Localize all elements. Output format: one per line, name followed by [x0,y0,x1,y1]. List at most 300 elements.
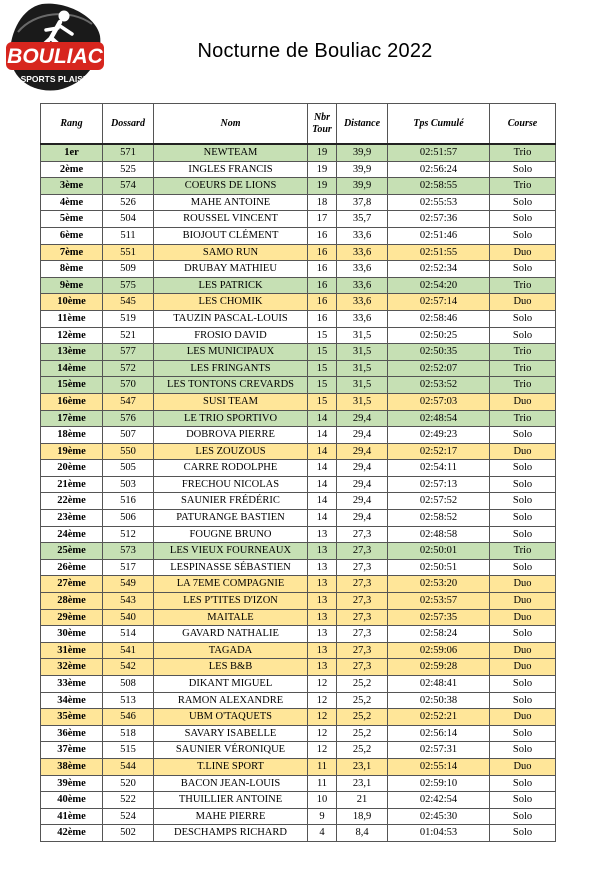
cell-rang: 10ème [41,294,103,311]
cell-rang: 28ème [41,593,103,610]
cell-temps: 02:51:57 [388,144,490,161]
cell-tours: 17 [308,211,337,228]
cell-temps: 02:50:25 [388,327,490,344]
table-row [41,277,556,294]
cell-temps: 02:50:38 [388,692,490,709]
table-row [41,692,556,709]
table-row [41,294,556,311]
table-row [41,593,556,610]
cell-tours: 12 [308,725,337,742]
cell-distance: 27,3 [337,626,388,643]
cell-dossard: 550 [103,443,154,460]
cell-distance: 31,5 [337,377,388,394]
cell-distance: 25,2 [337,676,388,693]
cell-tours: 4 [308,825,337,842]
cell-course: Duo [490,642,556,659]
cell-course: Solo [490,227,556,244]
cell-tours: 15 [308,360,337,377]
table-row [41,493,556,510]
cell-distance: 25,2 [337,709,388,726]
bouliac-logo [4,2,106,94]
cell-nom: SAUNIER FRÉDÉRIC [154,493,308,510]
cell-tours: 14 [308,460,337,477]
cell-course: Solo [490,161,556,178]
cell-course: Solo [490,676,556,693]
cell-course: Solo [490,211,556,228]
cell-course: Trio [490,377,556,394]
table-row [41,327,556,344]
cell-tours: 12 [308,692,337,709]
table-row [41,144,556,161]
cell-course: Solo [490,526,556,543]
cell-tours: 12 [308,709,337,726]
cell-rang: 5ème [41,211,103,228]
cell-tours: 15 [308,327,337,344]
cell-dossard: 508 [103,676,154,693]
cell-distance: 29,4 [337,460,388,477]
cell-rang: 42ème [41,825,103,842]
cell-tours: 19 [308,144,337,161]
cell-course: Trio [490,144,556,161]
cell-dossard: 546 [103,709,154,726]
cell-temps: 02:57:03 [388,393,490,410]
cell-course: Trio [490,410,556,427]
table-row [41,609,556,626]
cell-rang: 33ème [41,676,103,693]
cell-course: Solo [490,775,556,792]
cell-course: Duo [490,576,556,593]
cell-temps: 02:58:24 [388,626,490,643]
cell-rang: 20ème [41,460,103,477]
cell-distance: 27,3 [337,609,388,626]
cell-course: Solo [490,792,556,809]
cell-distance: 39,9 [337,178,388,195]
cell-rang: 24ème [41,526,103,543]
logo-subtitle-text: SPORTS PLAISIR [20,74,92,84]
cell-dossard: 549 [103,576,154,593]
cell-course: Solo [490,310,556,327]
cell-dossard: 509 [103,261,154,278]
cell-temps: 02:45:30 [388,808,490,825]
cell-rang: 17ème [41,410,103,427]
header-row [41,104,556,145]
cell-course: Duo [490,609,556,626]
cell-course: Duo [490,709,556,726]
header-rang: Rang [41,104,103,145]
cell-course: Duo [490,294,556,311]
cell-distance: 39,9 [337,144,388,161]
table-row [41,808,556,825]
cell-temps: 02:48:58 [388,526,490,543]
cell-temps: 02:48:54 [388,410,490,427]
cell-nom: MAHE ANTOINE [154,194,308,211]
cell-tours: 13 [308,593,337,610]
cell-dossard: 525 [103,161,154,178]
cell-dossard: 502 [103,825,154,842]
cell-temps: 02:59:28 [388,659,490,676]
cell-temps: 02:58:55 [388,178,490,195]
cell-nom: UBM O'TAQUETS [154,709,308,726]
cell-dossard: 542 [103,659,154,676]
cell-nom: FROSIO DAVID [154,327,308,344]
table-row [41,161,556,178]
cell-tours: 12 [308,676,337,693]
cell-dossard: 574 [103,178,154,195]
cell-tours: 16 [308,294,337,311]
cell-temps: 02:52:17 [388,443,490,460]
cell-distance: 29,4 [337,476,388,493]
cell-distance: 31,5 [337,393,388,410]
cell-nom: LA 7EME COMPAGNIE [154,576,308,593]
cell-nom: LES MUNICIPAUX [154,344,308,361]
cell-nom: LES P'TITES D'IZON [154,593,308,610]
cell-temps: 02:48:41 [388,676,490,693]
cell-distance: 33,6 [337,277,388,294]
cell-temps: 02:56:14 [388,725,490,742]
cell-rang: 6ème [41,227,103,244]
table-row [41,227,556,244]
table-row [41,659,556,676]
cell-nom: LES PATRICK [154,277,308,294]
cell-nom: LES ZOUZOUS [154,443,308,460]
table-row [41,211,556,228]
cell-tours: 16 [308,310,337,327]
cell-distance: 33,6 [337,227,388,244]
cell-temps: 02:55:14 [388,758,490,775]
cell-tours: 13 [308,559,337,576]
cell-distance: 29,4 [337,410,388,427]
header-course: Course [490,104,556,145]
cell-tours: 14 [308,493,337,510]
cell-nom: PATURANGE BASTIEN [154,510,308,527]
cell-course: Solo [490,476,556,493]
cell-dossard: 577 [103,344,154,361]
cell-rang: 11ème [41,310,103,327]
cell-rang: 35ème [41,709,103,726]
cell-nom: FOUGNE BRUNO [154,526,308,543]
cell-nom: SUSI TEAM [154,393,308,410]
cell-dossard: 504 [103,211,154,228]
cell-tours: 13 [308,626,337,643]
cell-tours: 15 [308,393,337,410]
cell-nom: DRUBAY MATHIEU [154,261,308,278]
page-title: Nocturne de Bouliac 2022 [197,40,433,62]
cell-distance: 25,2 [337,692,388,709]
cell-dossard: 545 [103,294,154,311]
cell-dossard: 571 [103,144,154,161]
cell-nom: SAMO RUN [154,244,308,261]
cell-rang: 31ème [41,642,103,659]
header-nbr-tour [308,104,337,145]
cell-rang: 38ème [41,758,103,775]
cell-nom: DIKANT MIGUEL [154,676,308,693]
cell-dossard: 505 [103,460,154,477]
cell-tours: 14 [308,510,337,527]
cell-rang: 4ème [41,194,103,211]
cell-course: Solo [490,742,556,759]
cell-rang: 25ème [41,543,103,560]
cell-course: Trio [490,277,556,294]
cell-tours: 16 [308,227,337,244]
cell-temps: 02:57:52 [388,493,490,510]
cell-temps: 02:50:51 [388,559,490,576]
cell-nom: COEURS DE LIONS [154,178,308,195]
cell-nom: THUILLIER ANTOINE [154,792,308,809]
cell-nom: LES FRINGANTS [154,360,308,377]
cell-tours: 14 [308,443,337,460]
cell-rang: 34ème [41,692,103,709]
cell-course: Solo [490,692,556,709]
cell-nom: LE TRIO SPORTIVO [154,410,308,427]
table-row [41,194,556,211]
cell-dossard: 572 [103,360,154,377]
cell-dossard: 544 [103,758,154,775]
table-row [41,758,556,775]
cell-tours: 14 [308,410,337,427]
cell-temps: 02:54:11 [388,460,490,477]
cell-tours: 15 [308,344,337,361]
cell-distance: 27,3 [337,543,388,560]
cell-rang: 40ème [41,792,103,809]
cell-course: Trio [490,344,556,361]
cell-rang: 3ème [41,178,103,195]
cell-rang: 7ème [41,244,103,261]
cell-rang: 22ème [41,493,103,510]
cell-dossard: 507 [103,427,154,444]
cell-tours: 16 [308,261,337,278]
cell-temps: 02:49:23 [388,427,490,444]
cell-course: Solo [490,510,556,527]
table-row [41,178,556,195]
cell-nom: SAVARY ISABELLE [154,725,308,742]
cell-course: Solo [490,261,556,278]
cell-course: Trio [490,543,556,560]
table-row [41,642,556,659]
table-row [41,261,556,278]
cell-nom: ROUSSEL VINCENT [154,211,308,228]
table-row [41,310,556,327]
cell-rang: 13ème [41,344,103,361]
header-tour: Tour [312,123,332,135]
cell-dossard: 515 [103,742,154,759]
table-row [41,559,556,576]
table-row [41,676,556,693]
cell-distance: 23,1 [337,758,388,775]
cell-dossard: 506 [103,510,154,527]
cell-tours: 13 [308,526,337,543]
cell-temps: 02:57:36 [388,211,490,228]
cell-tours: 9 [308,808,337,825]
table-row [41,377,556,394]
cell-course: Trio [490,360,556,377]
cell-course: Solo [490,427,556,444]
cell-distance: 31,5 [337,344,388,361]
cell-temps: 02:55:53 [388,194,490,211]
header-tps-cumule: Tps Cumulé [388,104,490,145]
cell-nom: GAVARD NATHALIE [154,626,308,643]
cell-temps: 02:53:20 [388,576,490,593]
table-row [41,344,556,361]
cell-course: Solo [490,626,556,643]
cell-tours: 13 [308,576,337,593]
cell-dossard: 516 [103,493,154,510]
cell-tours: 11 [308,758,337,775]
cell-rang: 15ème [41,377,103,394]
cell-course: Duo [490,244,556,261]
cell-rang: 32ème [41,659,103,676]
cell-distance: 33,6 [337,310,388,327]
cell-course: Duo [490,443,556,460]
cell-dossard: 512 [103,526,154,543]
cell-tours: 15 [308,377,337,394]
cell-temps: 02:56:24 [388,161,490,178]
cell-rang: 36ème [41,725,103,742]
cell-rang: 39ème [41,775,103,792]
table-row [41,460,556,477]
cell-course: Solo [490,559,556,576]
cell-dossard: 541 [103,642,154,659]
table-row [41,792,556,809]
cell-dossard: 576 [103,410,154,427]
cell-nom: SAUNIER VÉRONIQUE [154,742,308,759]
cell-distance: 33,6 [337,261,388,278]
cell-tours: 16 [308,244,337,261]
cell-dossard: 517 [103,559,154,576]
cell-dossard: 518 [103,725,154,742]
cell-dossard: 547 [103,393,154,410]
cell-dossard: 521 [103,327,154,344]
cell-course: Solo [490,808,556,825]
cell-distance: 29,4 [337,510,388,527]
cell-nom: DOBROVA PIERRE [154,427,308,444]
cell-distance: 8,4 [337,825,388,842]
cell-rang: 16ème [41,393,103,410]
cell-nom: NEWTEAM [154,144,308,161]
cell-distance: 27,3 [337,593,388,610]
table-row [41,526,556,543]
cell-distance: 25,2 [337,725,388,742]
cell-dossard: 503 [103,476,154,493]
cell-temps: 02:58:46 [388,310,490,327]
cell-tours: 11 [308,775,337,792]
header-nbr: Nbr [313,111,331,123]
cell-nom: MAITALE [154,609,308,626]
cell-distance: 27,3 [337,576,388,593]
cell-course: Duo [490,393,556,410]
table-row [41,443,556,460]
table-row [41,709,556,726]
cell-distance: 31,5 [337,360,388,377]
cell-temps: 02:57:31 [388,742,490,759]
cell-nom: LES VIEUX FOURNEAUX [154,543,308,560]
cell-distance: 31,5 [337,327,388,344]
cell-course: Duo [490,659,556,676]
cell-rang: 9ème [41,277,103,294]
cell-rang: 14ème [41,360,103,377]
cell-temps: 02:58:52 [388,510,490,527]
table-row [41,410,556,427]
cell-temps: 02:50:35 [388,344,490,361]
table-row [41,393,556,410]
cell-dossard: 551 [103,244,154,261]
table-row [41,360,556,377]
results-body [41,144,556,841]
cell-nom: LES CHOMIK [154,294,308,311]
cell-nom: LES TONTONS CREVARDS [154,377,308,394]
table-row [41,576,556,593]
cell-dossard: 524 [103,808,154,825]
cell-dossard: 513 [103,692,154,709]
table-row [41,626,556,643]
cell-nom: BIOJOUT CLÉMENT [154,227,308,244]
cell-tours: 19 [308,178,337,195]
cell-nom: MAHE PIERRE [154,808,308,825]
cell-tours: 14 [308,476,337,493]
cell-tours: 16 [308,277,337,294]
cell-distance: 29,4 [337,427,388,444]
cell-distance: 33,6 [337,244,388,261]
cell-dossard: 573 [103,543,154,560]
results-table [40,103,556,842]
cell-nom: T.LINE SPORT [154,758,308,775]
cell-temps: 02:53:52 [388,377,490,394]
runner-logo-icon [4,2,106,94]
cell-nom: DESCHAMPS RICHARD [154,825,308,842]
cell-distance: 27,3 [337,642,388,659]
cell-rang: 2ème [41,161,103,178]
header-distance: Distance [337,104,388,145]
table-row [41,427,556,444]
cell-temps: 02:59:10 [388,775,490,792]
cell-distance: 35,7 [337,211,388,228]
cell-temps: 02:57:13 [388,476,490,493]
cell-tours: 13 [308,609,337,626]
cell-nom: LES B&B [154,659,308,676]
cell-course: Duo [490,758,556,775]
cell-dossard: 570 [103,377,154,394]
table-row [41,825,556,842]
cell-distance: 18,9 [337,808,388,825]
cell-distance: 25,2 [337,742,388,759]
cell-tours: 13 [308,642,337,659]
cell-course: Trio [490,178,556,195]
cell-rang: 19ème [41,443,103,460]
cell-distance: 37,8 [337,194,388,211]
table-row [41,742,556,759]
table-row [41,476,556,493]
cell-rang: 30ème [41,626,103,643]
logo-brand-text: BOULIAC [7,45,103,68]
cell-distance: 27,3 [337,559,388,576]
cell-temps: 02:50:01 [388,543,490,560]
cell-temps: 02:51:55 [388,244,490,261]
table-row [41,244,556,261]
cell-rang: 23ème [41,510,103,527]
cell-temps: 02:51:46 [388,227,490,244]
cell-rang: 26ème [41,559,103,576]
cell-dossard: 575 [103,277,154,294]
cell-rang: 18ème [41,427,103,444]
cell-nom: FRECHOU NICOLAS [154,476,308,493]
cell-tours: 10 [308,792,337,809]
cell-rang: 12ème [41,327,103,344]
cell-course: Duo [490,593,556,610]
cell-rang: 8ème [41,261,103,278]
cell-nom: CARRE RODOLPHE [154,460,308,477]
cell-nom: LESPINASSE SÉBASTIEN [154,559,308,576]
cell-tours: 18 [308,194,337,211]
cell-distance: 21 [337,792,388,809]
